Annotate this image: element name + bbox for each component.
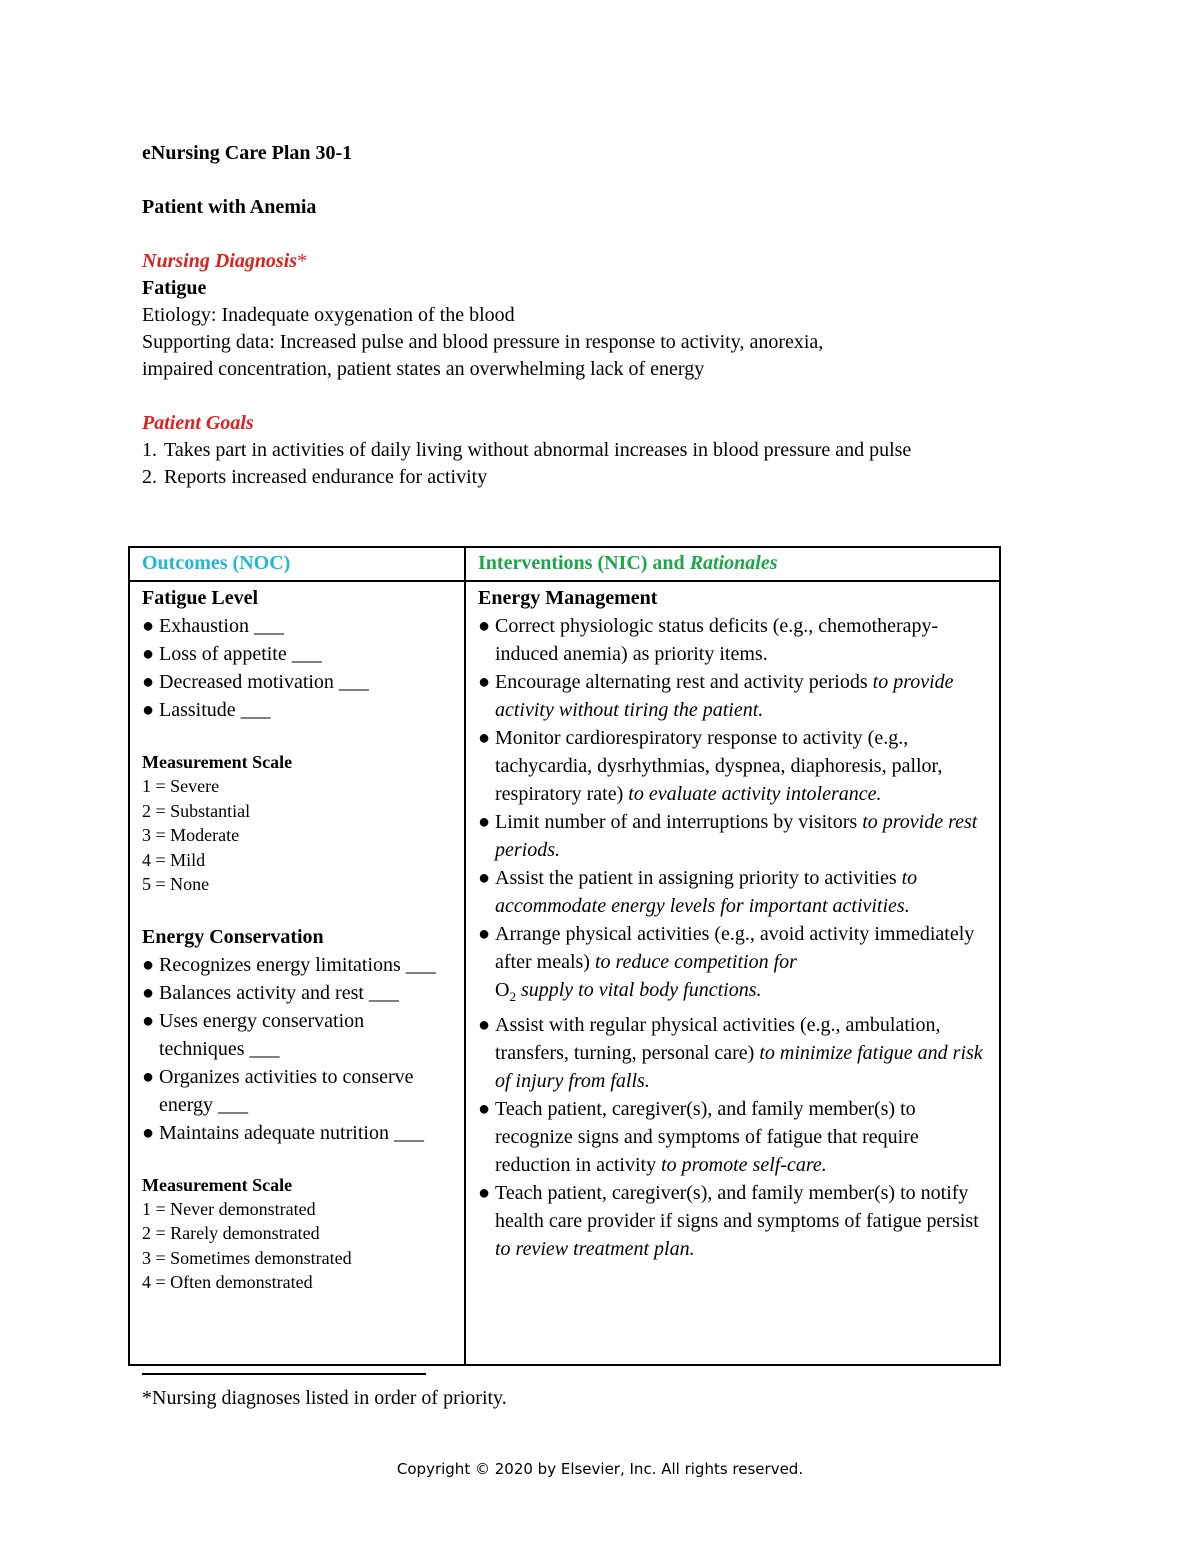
diagnosis-label: Nursing Diagnosis: [142, 250, 298, 272]
bullet-icon: ●: [478, 811, 491, 833]
bullet-icon: ●: [142, 981, 155, 1004]
intervention-item: ● Limit number of and interruptions by visitors to provide rest periods.: [478, 808, 987, 864]
intervention-item: ● Monitor cardiorespiratory response to activity (e.g., tachycardia, dysrhythmias, dyspnea, diaphoresis, pallor, respiratory rate) to evaluate activity intolerance.: [478, 724, 987, 808]
goal-item: [142, 437, 1002, 464]
diagnosis-supporting-line2: impaired concentration, patient states an overwhelming lack of energy: [142, 358, 705, 380]
intervention-item: ● Arrange physical activities (e.g., avoid activity immediately after meals) to reduce competition for $O_2$ supply to vital body functions.: [478, 920, 987, 1011]
bullet-icon: ●: [478, 615, 491, 637]
goals-heading: Patient Goals: [142, 412, 254, 434]
scale-entry: 1 = Never demonstrated: [142, 1198, 316, 1219]
goal-number: 2.: [142, 466, 157, 488]
interventions-column: [465, 581, 1000, 1365]
bullet-icon: ●: [142, 1065, 155, 1088]
intervention-item: ● Correct physiologic status deficits (e.g., chemotherapy-induced anemia) as priority items.: [478, 612, 987, 668]
o2-symbol: $O_2$: [495, 979, 516, 1004]
footnote-divider: [142, 1373, 426, 1375]
outcome-item: ● Uses energy conservation techniques ___: [142, 1007, 452, 1063]
footnote: *Nursing diagnoses listed in order of priority.: [142, 1387, 507, 1409]
document-body: [142, 140, 1002, 491]
measurement-scale-title: Measurement Scale: [142, 752, 293, 772]
care-plan-table: [128, 546, 1001, 1366]
goal-item: [142, 464, 1002, 491]
scale-entry: 4 = Mild: [142, 849, 206, 870]
intervention-group-title: Energy Management: [478, 587, 658, 609]
diagnosis-asterisk: *: [297, 250, 308, 272]
diagnosis-etiology: Etiology: Inadequate oxygenation of the blood: [142, 304, 515, 326]
bullet-icon: ●: [478, 1182, 491, 1204]
scale-entry: 4 = Often demonstrated: [142, 1272, 313, 1292]
outcome-group-title: Energy Conservation: [142, 925, 324, 948]
outcome-item: ● Decreased motivation ___: [142, 668, 452, 696]
bullet-icon: ●: [142, 671, 155, 693]
bullet-icon: ●: [142, 953, 155, 976]
bullet-icon: ●: [478, 1014, 491, 1036]
rationales-header-label: Rationales: [689, 552, 778, 574]
bullet-icon: ●: [142, 1121, 155, 1144]
bullet-icon: ●: [478, 727, 491, 749]
outcome-item: ● Loss of appetite ___: [142, 640, 452, 668]
intervention-item: ● Assist with regular physical activities (e.g., ambulation, transfers, turning, personal care) to minimize fatigue and risk of injury from falls.: [478, 1011, 987, 1095]
bullet-icon: ●: [142, 1009, 155, 1032]
outcome-item: ● Recognizes energy limitations ___: [142, 951, 452, 979]
diagnosis-name: Fatigue: [142, 277, 207, 299]
outcome-group-title: Fatigue Level: [142, 587, 259, 609]
scale-entry: 2 = Substantial: [142, 800, 251, 821]
bullet-icon: ●: [478, 671, 491, 693]
bullet-icon: ●: [142, 615, 155, 637]
outcome-item: ● Exhaustion ___: [142, 612, 452, 640]
plan-title: eNursing Care Plan 30-1: [142, 142, 353, 164]
outcome-item: ● Maintains adequate nutrition ___: [142, 1119, 452, 1147]
outcome-item: ● Balances activity and rest ___: [142, 979, 452, 1007]
bullet-icon: ●: [478, 1098, 491, 1120]
bullet-icon: ●: [142, 643, 155, 665]
intervention-item: ● Assist the patient in assigning priority to activities to accommodate energy levels for important activities.: [478, 864, 987, 920]
scale-entry: 1 = Severe: [142, 776, 220, 796]
bullet-icon: ●: [142, 699, 155, 721]
interventions-header: [465, 547, 1000, 581]
outcome-item: ● Lassitude ___: [142, 696, 452, 724]
plan-subtitle: Patient with Anemia: [142, 196, 317, 218]
outcomes-column: [129, 581, 465, 1365]
scale-entry: 3 = Moderate: [142, 825, 240, 845]
diagnosis-heading: [142, 248, 1002, 275]
bullet-icon: ●: [478, 867, 491, 889]
intervention-item: ● Teach patient, caregiver(s), and family member(s) to notify health care provider if signs and symptoms of fatigue persist to review treatment plan.: [478, 1179, 987, 1263]
outcome-item: ● Organizes activities to conserve energy ___: [142, 1063, 452, 1119]
diagnosis-supporting-line1: Supporting data: Increased pulse and blood pressure in response to activity, anorexia,: [142, 331, 824, 353]
goal-text: Reports increased endurance for activity: [164, 466, 488, 488]
intervention-item: ● Encourage alternating rest and activity periods to provide activity without tiring the patient.: [478, 668, 987, 724]
goal-text: Takes part in activities of daily living without abnormal increases in blood pressure and pulse: [164, 439, 912, 461]
scale-entry: 3 = Sometimes demonstrated: [142, 1247, 352, 1268]
interventions-header-label: Interventions (NIC) and: [478, 552, 690, 574]
copyright-notice: Copyright © 2020 by Elsevier, Inc. All rights reserved.: [396, 1460, 804, 1478]
measurement-scale-title: Measurement Scale: [142, 1174, 293, 1195]
scale-entry: 5 = None: [142, 874, 210, 894]
outcomes-header: Outcomes (NOC): [129, 547, 465, 581]
bullet-icon: ●: [478, 923, 491, 945]
goal-number: 1.: [142, 439, 157, 461]
scale-entry: 2 = Rarely demonstrated: [142, 1223, 320, 1243]
intervention-item: ● Teach patient, caregiver(s), and family member(s) to recognize signs and symptoms of fatigue that require reduction in activity to promote self-care.: [478, 1095, 987, 1179]
